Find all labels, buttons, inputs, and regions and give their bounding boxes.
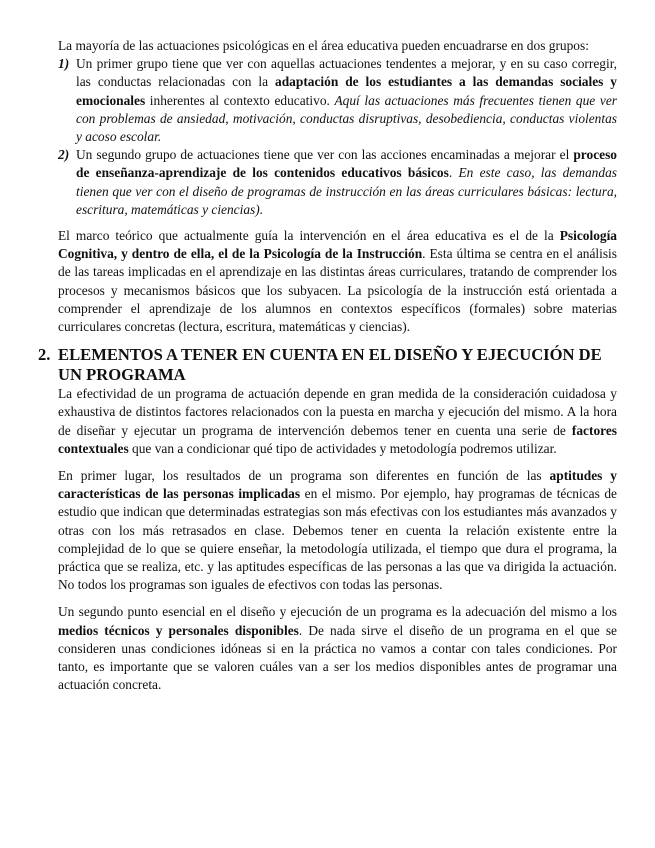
list-item-italic: Aquí las actuaciones más frecuentes tienen que ver con problemas de ansiedad, motivación, conductas disruptivas, desobediencia, conductas violentas y acoso escolar. xyxy=(76,92,617,145)
section-number: 2. xyxy=(38,345,51,365)
paragraph-text: Un segundo punto esencial en el diseño y ejecución de un programa es la adecuación del mismo a los xyxy=(58,604,617,620)
list-item-number: 2) xyxy=(58,147,70,163)
action-groups-list xyxy=(58,55,617,219)
paragraph-text: . Esta última se centra en el análisis de las tareas implicadas en el aprendizaje en las distintas áreas curriculares, tratando de comprender los procesos y mecanismos básicos que los subyacen. La psicología de la instrucción está orientada a comprender el aprendizaje de los alumnos en contextos específicos (formales) sobre materias curriculares concretas (lectura, escritura, matemáticas y ciencias). xyxy=(58,246,617,335)
paragraph-bold: medios técnicos y personales disponibles xyxy=(58,622,299,638)
paragraph-text: La efectividad de un programa de actuación depende en gran medida de la consideración cuidadosa y exhaustiva de distintos factores relacionados con la puesta en marcha y ejecución del mismo. A la hora de diseñar y ejecutar un programa de intervención debemos tener en cuenta una serie de xyxy=(58,386,617,438)
list-item-text: inherentes al contexto educativo. xyxy=(145,92,335,108)
paragraph-bold: factores contextuales xyxy=(58,422,617,456)
list-item-number: 1) xyxy=(58,56,70,72)
paragraph-contextual-factors xyxy=(58,385,617,458)
intro-paragraph: La mayoría de las actuaciones psicológicas en el área educativa pueden encuadrarse en dos grupos: xyxy=(58,38,589,53)
paragraph-text: . De nada sirve el diseño de un programa en el que se consideren unas condiciones idóneas si en la práctica no vamos a contar con tales condiciones. Por tanto, es importante que se valoren cuáles van a ser los medios disponibles antes de programar una actuación concreta. xyxy=(58,622,617,693)
list-item-text: Un primer grupo tiene que ver con aquellas actuaciones tendentes a mejorar, y en su caso corregir, las conductas relacionadas con la xyxy=(76,56,617,90)
list-item-text: Un segundo grupo de actuaciones tiene que ver con las acciones encaminadas a mejorar el xyxy=(76,147,574,163)
paragraph-aptitudes xyxy=(58,467,617,594)
list-item-bold: proceso de enseñanza-aprendizaje de los contenidos educativos básicos xyxy=(76,147,617,181)
list-item xyxy=(58,55,617,146)
paragraph-text: que van a condicionar qué tipo de actividades y metodología podremos utilizar. xyxy=(128,440,557,456)
framework-paragraph xyxy=(58,227,617,336)
paragraph-text: en el mismo. Por ejemplo, hay programas de técnicas de estudio que indican que determinadas estrategias son más efectivas con los estudiantes más avanzados y otras con los más retrasados en clase. Debemos tener en cuenta la relación existente entre la complejidad de lo que se quiere enseñar, la metodología utilizada, el tiempo que dura el programa, la práctica que se realiza, etc. y las aptitudes específicas de las personas a las que va dirigida la actuación. No todos los programas son iguales de efectivos con todas las personas. xyxy=(58,486,617,593)
paragraph-text: En primer lugar, los resultados de un programa son diferentes en función de las xyxy=(58,468,550,484)
list-item-italic: En este caso, las demandas tienen que ver con el diseño de programas de instrucción en las áreas curriculares básicas: lectura, escritura, matemáticas y ciencias). xyxy=(76,165,617,217)
list-item xyxy=(58,146,617,219)
section-heading xyxy=(38,345,617,385)
paragraph-bold: Psicología Cognitiva, y dentro de ella, el de la Psicología de la Instrucción xyxy=(58,228,617,262)
paragraph-resources xyxy=(58,603,617,694)
paragraph-bold: aptitudes y características de las personas implicadas xyxy=(58,468,617,502)
list-item-bold: adaptación de los estudiantes a las demandas sociales y emocionales xyxy=(76,74,617,108)
list-item-text: . xyxy=(448,165,459,181)
section-title: ELEMENTOS A TENER EN CUENTA EN EL DISEÑO Y EJECUCIÓN DE UN PROGRAMA xyxy=(58,345,602,385)
paragraph-text: El marco teórico que actualmente guía la intervención en el área educativa es el de la xyxy=(58,228,560,244)
